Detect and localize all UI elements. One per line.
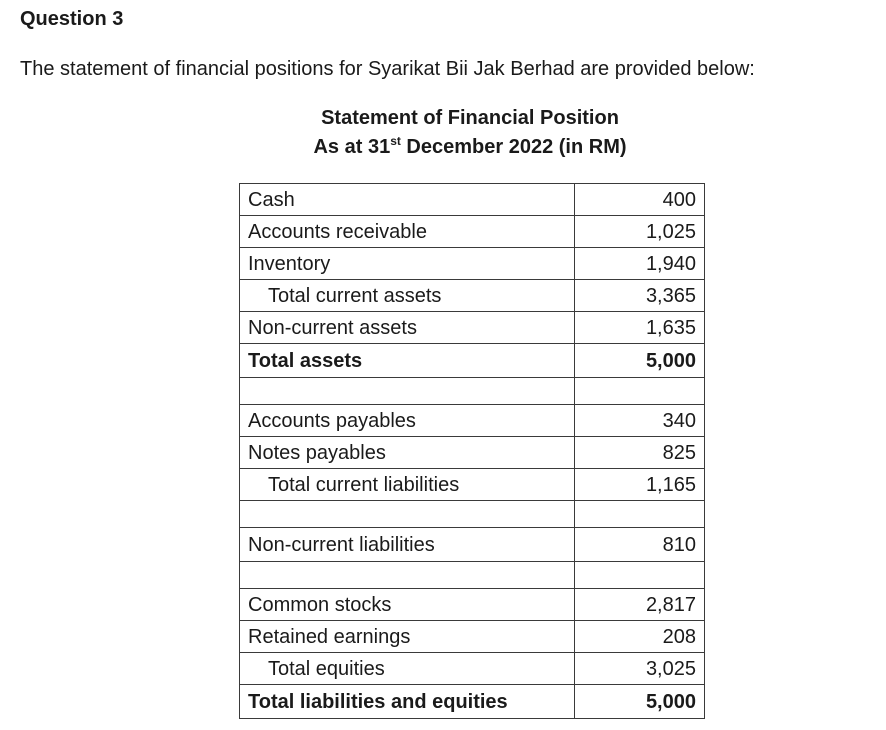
statement-date-ordinal: st (390, 134, 401, 148)
blank-row (240, 562, 705, 589)
table-row (240, 216, 705, 248)
table-row (240, 312, 705, 344)
table-row (240, 280, 705, 312)
blank-cell (240, 562, 575, 589)
table-row (240, 405, 705, 437)
table-row (240, 528, 705, 562)
row-label: Non-current assets (240, 312, 575, 344)
row-label: Non-current liabilities (240, 528, 575, 562)
table-row (240, 248, 705, 280)
row-label: Total equities (240, 653, 575, 685)
row-value: 5,000 (575, 685, 705, 719)
row-label: Inventory (240, 248, 575, 280)
row-value: 1,635 (575, 312, 705, 344)
row-label: Cash (240, 184, 575, 216)
row-value: 1,940 (575, 248, 705, 280)
row-value: 1,025 (575, 216, 705, 248)
row-label: Accounts receivable (240, 216, 575, 248)
row-value: 3,365 (575, 280, 705, 312)
blank-cell (240, 501, 575, 528)
row-label: Total assets (240, 344, 575, 378)
row-value: 5,000 (575, 344, 705, 378)
blank-row (240, 501, 705, 528)
row-label: Total current assets (240, 280, 575, 312)
row-value: 810 (575, 528, 705, 562)
question-intro: The statement of financial positions for Syarikat Bii Jak Berhad are provided below: (20, 58, 755, 80)
blank-row (240, 378, 705, 405)
row-label: Accounts payables (240, 405, 575, 437)
table-row (240, 469, 705, 501)
row-value: 3,025 (575, 653, 705, 685)
row-label: Common stocks (240, 589, 575, 621)
row-value: 825 (575, 437, 705, 469)
statement-date-rest: December 2022 (in RM) (400, 136, 627, 158)
row-value: 2,817 (575, 589, 705, 621)
row-label: Retained earnings (240, 621, 575, 653)
statement-date (0, 136, 886, 159)
table-row (240, 621, 705, 653)
blank-cell (575, 501, 705, 528)
table-row (240, 589, 705, 621)
table-row (240, 437, 705, 469)
blank-cell (575, 562, 705, 589)
blank-cell (240, 378, 575, 405)
table-row (240, 653, 705, 685)
total-liabilities-equities-row (240, 685, 705, 719)
row-value: 208 (575, 621, 705, 653)
financial-position-table (239, 183, 705, 719)
row-label: Notes payables (240, 437, 575, 469)
row-label: Total current liabilities (240, 469, 575, 501)
statement-title: Statement of Financial Position (321, 107, 619, 129)
row-value: 400 (575, 184, 705, 216)
row-value: 340 (575, 405, 705, 437)
blank-cell (575, 378, 705, 405)
row-value: 1,165 (575, 469, 705, 501)
question-title: Question 3 (20, 8, 124, 30)
table-row (240, 184, 705, 216)
statement-date-prefix: As at 31 (313, 136, 391, 158)
row-label: Total liabilities and equities (240, 685, 575, 719)
total-assets-row (240, 344, 705, 378)
